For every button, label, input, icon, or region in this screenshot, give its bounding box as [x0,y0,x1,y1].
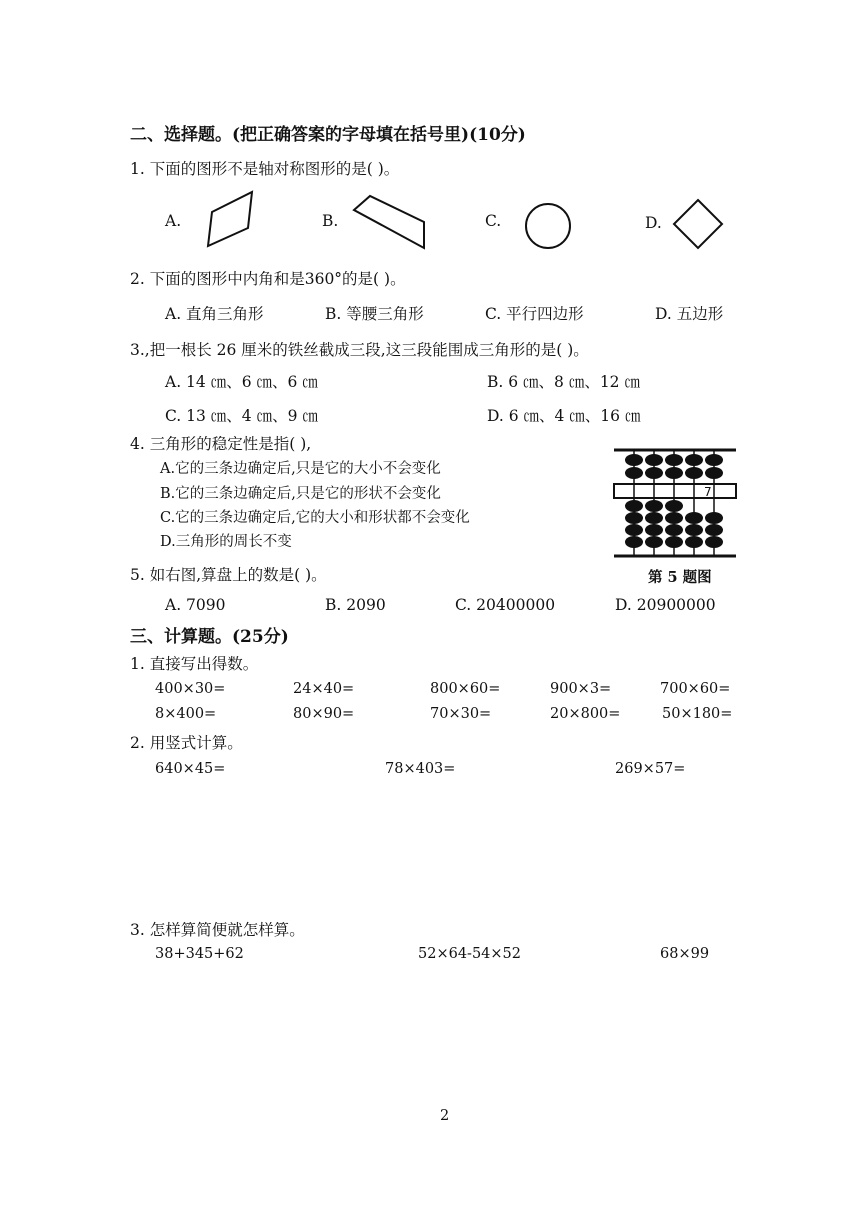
circle-icon [522,200,574,252]
q2-text: 2. 下面的图形中内角和是360°的是( )。 [130,270,406,288]
q3-option-b: B. 6 ㎝、8 ㎝、12 ㎝ [487,373,640,391]
simplify-item: 52×64-54×52 [418,946,522,962]
abacus-caption: 第 5 题图 [648,569,712,586]
q4-option-a: A.它的三条边确定后,只是它的大小不会变化 [160,461,441,477]
trapezoid-icon [348,192,430,252]
q1-option-c: C. [485,212,502,230]
q4-option-d: D.三角形的周长不变 [160,534,292,550]
vertical-calc-item: 78×403= [385,761,456,777]
calc-item: 24×40= [293,681,355,697]
q2-option-d: D. 五边形 [655,305,724,323]
calc-item: 70×30= [430,706,492,722]
vertical-calc-item: 640×45= [155,761,226,777]
calc-q1-text: 1. 直接写出得数。 [130,655,259,673]
square-rotated-icon [670,196,726,254]
abacus-figure [610,446,740,562]
calc-item: 50×180= [662,706,733,722]
section2-title: 二、选择题。(把正确答案的字母填在括号里)(10分) [130,125,526,145]
q3-option-c: C. 13 ㎝、4 ㎝、9 ㎝ [165,407,318,425]
q1-option-b: B. [322,212,339,230]
q5-text: 5. 如右图,算盘上的数是( )。 [130,566,327,584]
q4-option-b: B.它的三条边确定后,只是它的形状不会变化 [160,486,441,502]
q4-option-c: C.它的三条边确定后,它的大小和形状都不会变化 [160,510,470,526]
q1-text: 1. 下面的图形不是轴对称图形的是( )。 [130,160,400,178]
q5-option-d: D. 20900000 [615,596,716,614]
q3-option-d: D. 6 ㎝、4 ㎝、16 ㎝ [487,407,641,425]
calc-item: 900×3= [550,681,612,697]
calc-q3-text: 3. 怎样算简便就怎样算。 [130,921,305,939]
calc-q2-text: 2. 用竖式计算。 [130,734,243,752]
calc-item: 400×30= [155,681,226,697]
q1-option-d: D. [645,214,662,232]
vertical-calc-item: 269×57= [615,761,686,777]
calc-item: 700×60= [660,681,731,697]
simplify-item: 68×99 [660,946,710,962]
q1-option-a: A. [165,212,182,230]
q3-option-a: A. 14 ㎝、6 ㎝、6 ㎝ [165,373,318,391]
q5-option-a: A. 7090 [165,596,226,614]
q2-option-c: C. 平行四边形 [485,305,584,323]
q2-option-b: B. 等腰三角形 [325,305,424,323]
q5-option-c: C. 20400000 [455,596,556,614]
calc-item: 8×400= [155,706,217,722]
q5-option-b: B. 2090 [325,596,386,614]
q4-text: 4. 三角形的稳定性是指( ), [130,435,312,453]
section3-title: 三、计算题。(25分) [130,627,289,647]
calc-item: 800×60= [430,681,501,697]
calc-item: 80×90= [293,706,355,722]
page-number: 2 [440,1108,450,1124]
abacus-mark: 7 [704,485,712,499]
parallelogram-icon [200,188,260,250]
q2-option-a: A. 直角三角形 [165,305,264,323]
q3-text: 3.,把一根长 26 厘米的铁丝截成三段,这三段能围成三角形的是( )。 [130,341,589,359]
calc-item: 20×800= [550,706,621,722]
simplify-item: 38+345+62 [155,946,244,962]
